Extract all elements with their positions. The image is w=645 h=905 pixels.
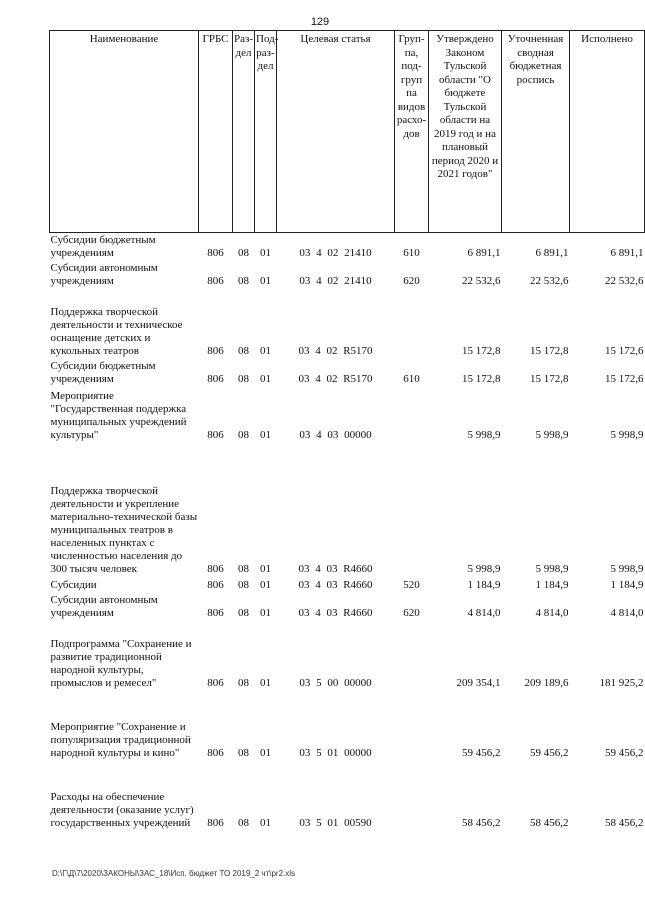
- row-refined: 5 998,9: [535, 429, 569, 441]
- row-refined: 59 456,2: [530, 747, 569, 759]
- row-razdel: 08: [238, 247, 249, 259]
- row-grbs: 806: [207, 247, 224, 259]
- row-razdel: 08: [238, 677, 249, 689]
- row-name: Субсидии: [50, 579, 97, 591]
- row-refined: 58 456,2: [530, 817, 569, 829]
- row-podrazdel: 01: [260, 345, 271, 357]
- table-row: [50, 443, 645, 577]
- row-vid: [395, 443, 429, 577]
- row-approved: 5 998,9: [467, 563, 501, 575]
- row-razdel: 08: [238, 579, 249, 591]
- row-vid: 620: [403, 275, 420, 287]
- table-row: [50, 593, 645, 621]
- row-refined: 15 172,8: [530, 345, 569, 357]
- row-vid: [395, 289, 429, 359]
- row-podrazdel: 01: [260, 817, 271, 829]
- header-vid: Груп-па, под-груп па видов расхо-дов: [395, 31, 429, 233]
- row-grbs: 806: [207, 579, 224, 591]
- row-vid: [395, 621, 429, 691]
- row-executed: 4 814,0: [610, 607, 644, 619]
- header-target: Целевая статья: [277, 31, 395, 233]
- row-executed: 5 998,9: [610, 429, 644, 441]
- row-grbs: 806: [207, 817, 224, 829]
- row-razdel: 08: [238, 563, 249, 575]
- row-target: 03 4 03 R4660: [298, 607, 373, 619]
- row-name: Субсидии автономным учреждениям: [50, 594, 158, 619]
- row-target: 03 5 01 00000: [299, 747, 372, 759]
- row-razdel: 08: [238, 817, 249, 829]
- row-razdel: 08: [238, 429, 249, 441]
- header-name: Наименование: [50, 31, 199, 233]
- row-target: 03 4 02 21410: [299, 275, 372, 287]
- row-podrazdel: 01: [260, 275, 271, 287]
- row-grbs: 806: [207, 563, 224, 575]
- row-grbs: 806: [207, 429, 224, 441]
- row-vid: [395, 387, 429, 443]
- row-refined: 1 184,9: [535, 579, 569, 591]
- header-razdel: Раз-дел: [233, 31, 255, 233]
- table-row: [50, 691, 645, 761]
- row-executed: 6 891,1: [610, 247, 644, 259]
- row-approved: 58 456,2: [462, 817, 501, 829]
- row-vid: [395, 761, 429, 831]
- row-razdel: 08: [238, 373, 249, 385]
- header-grbs: ГРБС: [199, 31, 233, 233]
- row-executed: 15 172,6: [605, 345, 644, 357]
- row-target: 03 4 02 R5170: [298, 345, 373, 357]
- row-target: 03 5 00 00000: [299, 677, 372, 689]
- row-target: 03 4 02 21410: [299, 247, 372, 259]
- row-executed: 1 184,9: [610, 579, 644, 591]
- row-executed: 5 998,9: [610, 563, 644, 575]
- row-podrazdel: 01: [260, 429, 271, 441]
- row-name: Субсидии автономным учреждениям: [50, 262, 158, 287]
- row-executed: 15 172,6: [605, 373, 644, 385]
- row-refined: 6 891,1: [535, 247, 569, 259]
- row-name: Мероприятие "Сохранение и популяризация традиционной народной культуры и кино": [50, 721, 191, 759]
- page-number: 129: [310, 16, 330, 28]
- row-approved: 5 998,9: [467, 429, 501, 441]
- header-podrazdel: Под-раз-дел: [255, 31, 277, 233]
- row-refined: 209 189,6: [524, 677, 569, 689]
- row-razdel: 08: [238, 747, 249, 759]
- row-refined: 4 814,0: [535, 607, 569, 619]
- row-podrazdel: 01: [260, 579, 271, 591]
- row-podrazdel: 01: [260, 247, 271, 259]
- row-target: 03 4 03 R4660: [298, 563, 373, 575]
- row-executed: 59 456,2: [605, 747, 644, 759]
- row-podrazdel: 01: [260, 373, 271, 385]
- row-razdel: 08: [238, 607, 249, 619]
- row-grbs: 806: [207, 275, 224, 287]
- table-row: [50, 233, 645, 262]
- row-name: Субсидии бюджетным учреждениям: [50, 234, 156, 259]
- row-vid: 520: [403, 579, 420, 591]
- row-name: Поддержка творческой деятельности и укрепление материально-технической базы муниципальных театров в населенных пунктах с численностью населения до 300 тысяч человек: [50, 485, 198, 575]
- row-approved: 209 354,1: [456, 677, 501, 689]
- table-row: [50, 387, 645, 443]
- row-refined: 15 172,8: [530, 373, 569, 385]
- row-podrazdel: 01: [260, 563, 271, 575]
- row-approved: 4 814,0: [467, 607, 501, 619]
- row-razdel: 08: [238, 275, 249, 287]
- row-vid: 620: [403, 607, 420, 619]
- table-row: [50, 621, 645, 691]
- row-name: Подпрограмма "Сохранение и развитие традиционной народной культуры, промыслов и ремесел": [50, 638, 192, 689]
- row-approved: 22 532,6: [462, 275, 501, 287]
- row-vid: [395, 691, 429, 761]
- row-grbs: 806: [207, 345, 224, 357]
- row-executed: 22 532,6: [605, 275, 644, 287]
- table-row: [50, 261, 645, 289]
- row-grbs: 806: [207, 677, 224, 689]
- table-row: [50, 289, 645, 359]
- row-razdel: 08: [238, 345, 249, 357]
- row-approved: 15 172,8: [462, 345, 501, 357]
- header-refined: Уточненная сводная бюджетная роспись: [502, 31, 570, 233]
- table-body: [50, 233, 645, 832]
- row-vid: 610: [403, 373, 420, 385]
- row-name: Поддержка творческой деятельности и техническое оснащение детских и кукольных театров: [50, 306, 183, 357]
- row-approved: 1 184,9: [467, 579, 501, 591]
- budget-table: [49, 30, 645, 831]
- row-grbs: 806: [207, 747, 224, 759]
- table-row: [50, 761, 645, 831]
- table-row: [50, 577, 645, 593]
- row-approved: 15 172,8: [462, 373, 501, 385]
- row-target: 03 4 03 00000: [299, 429, 372, 441]
- row-vid: 610: [403, 247, 420, 259]
- row-podrazdel: 01: [260, 747, 271, 759]
- row-approved: 59 456,2: [462, 747, 501, 759]
- row-podrazdel: 01: [260, 677, 271, 689]
- table-header-row: [50, 31, 645, 233]
- row-target: 03 4 02 R5170: [298, 373, 373, 385]
- row-podrazdel: 01: [260, 607, 271, 619]
- table-row: [50, 359, 645, 387]
- row-target: 03 4 03 R4660: [298, 579, 373, 591]
- row-executed: 58 456,2: [605, 817, 644, 829]
- row-grbs: 806: [207, 607, 224, 619]
- row-name: Субсидии бюджетным учреждениям: [50, 360, 156, 385]
- row-refined: 22 532,6: [530, 275, 569, 287]
- row-approved: 6 891,1: [467, 247, 501, 259]
- row-refined: 5 998,9: [535, 563, 569, 575]
- row-target: 03 5 01 00590: [299, 817, 372, 829]
- row-name: Расходы на обеспечение деятельности (оказание услуг) государственных учреждений: [50, 791, 194, 829]
- header-approved: Утверждено Законом Тульской области "О бюджете Тульской области на 2019 год и на плановый период 2020 и 2021 годов": [429, 31, 502, 233]
- row-grbs: 806: [207, 373, 224, 385]
- file-path-footer: D:\Г\Д\7\2020\ЗАКОНЫ\ЗАС_18\Исп. бюджет ТО 2019_2 чт\pr2.xls: [52, 869, 296, 878]
- row-name: Мероприятие "Государственная поддержка муниципальных учреждений культуры": [50, 390, 187, 441]
- row-executed: 181 925,2: [599, 677, 644, 689]
- header-executed: Исполнено: [570, 31, 645, 233]
